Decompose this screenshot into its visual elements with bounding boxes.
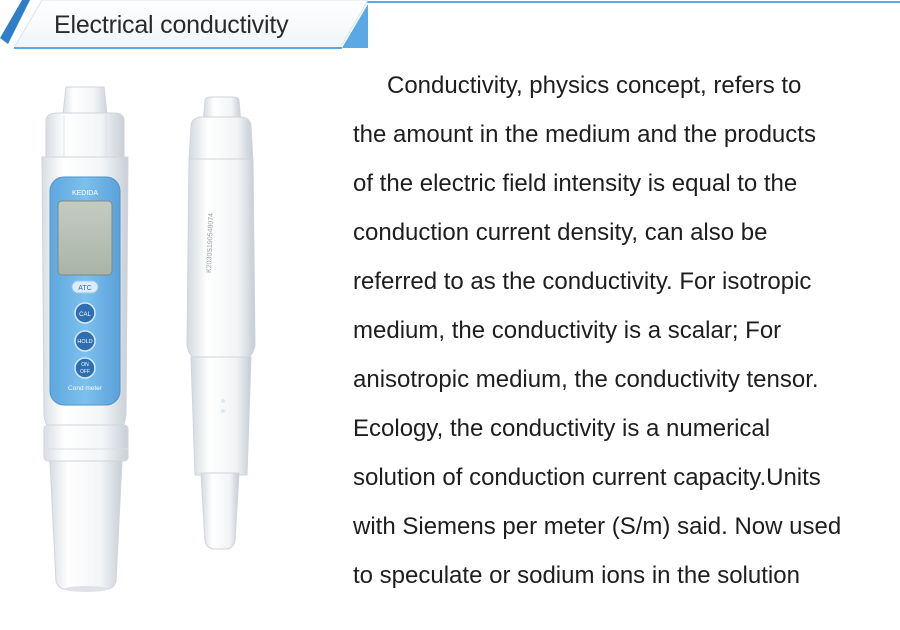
side-body [187, 159, 255, 359]
description-line: medium, the conductivity is a scalar; For [353, 317, 782, 344]
front-probe-sleeve [50, 461, 122, 589]
description-line: to speculate or sodium ions in the solution [353, 562, 800, 589]
cal-button-label: CAL [79, 312, 91, 318]
serial-number: K2030S190548074 [206, 212, 216, 274]
power-button-off-label: OFF [80, 369, 90, 375]
front-probe-tip [64, 586, 108, 592]
description-line: the amount in the medium and the products [353, 121, 816, 148]
side-molding-mark [221, 409, 225, 413]
side-molding-mark [221, 399, 225, 403]
description-line: anisotropic medium, the conductivity tensor. [353, 366, 819, 393]
description-line: conduction current density, can also be [353, 219, 768, 246]
side-tip [201, 473, 239, 549]
power-button-on-label: ON [81, 362, 89, 368]
meter-side-image [175, 95, 265, 565]
page-title: Electrical conductivity [54, 11, 289, 39]
description-line: of the electric field intensity is equal to the [353, 170, 798, 197]
hold-button-label: HOLD [77, 339, 93, 345]
model-label: Cond meter [68, 385, 102, 392]
meter-front-image [28, 85, 143, 595]
description-line: solution of conduction current capacity.Units [353, 464, 821, 491]
header-banner [0, 0, 900, 58]
front-collar [44, 425, 128, 461]
description-line: referred to as the conductivity. For isotropic [353, 268, 812, 295]
atc-label: ATC [78, 285, 92, 292]
side-cap [189, 117, 253, 161]
power-button [75, 358, 95, 378]
side-lower-section [191, 357, 251, 475]
description-paragraph [353, 68, 883, 607]
description-line: with Siemens per meter (S/m) said. Now used [353, 513, 842, 540]
lcd-screen [58, 201, 112, 275]
front-cap [46, 113, 124, 159]
description-line: Conductivity, physics concept, refers to [387, 72, 802, 99]
brand-logo: KEDIDA [71, 190, 99, 197]
description-line: Ecology, the conductivity is a numerical [353, 415, 771, 442]
